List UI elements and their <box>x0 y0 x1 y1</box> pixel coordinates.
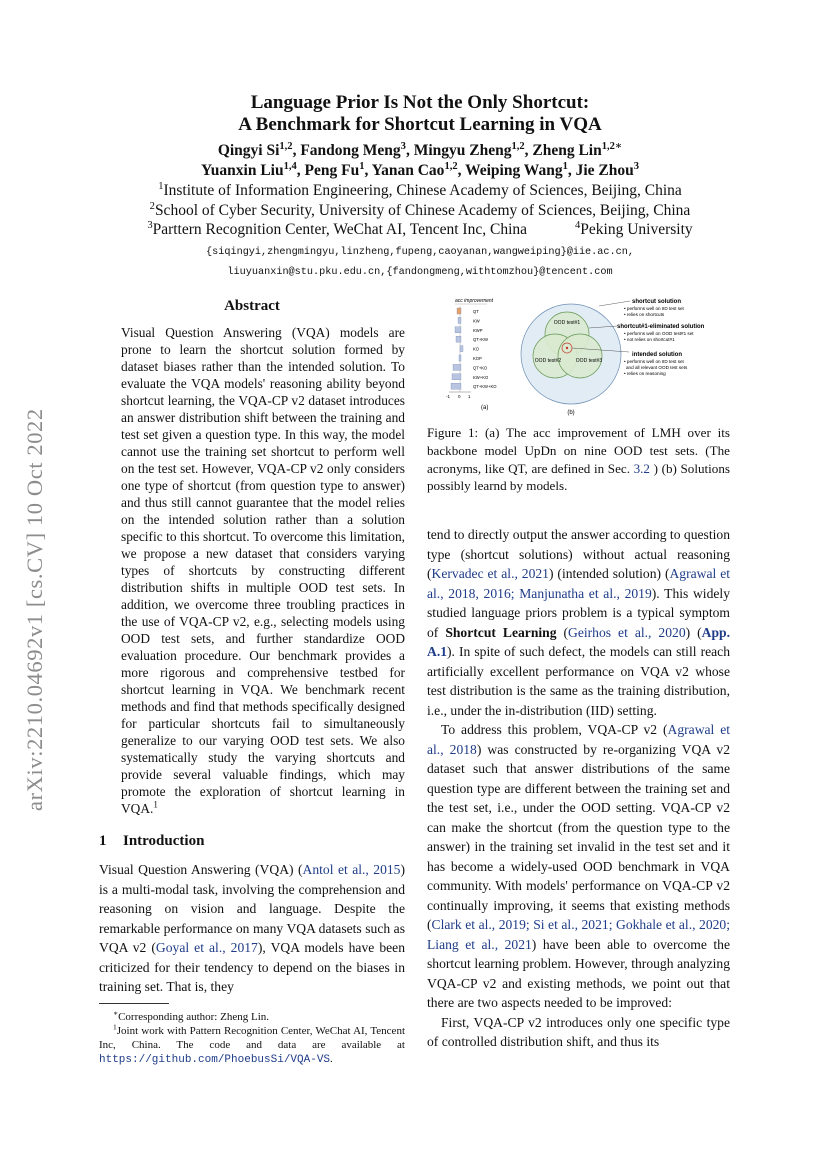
code-url-link[interactable]: https://github.com/PhoebusSi/VQA-VS <box>99 1053 331 1066</box>
title-line-2: A Benchmark for Shortcut Learning in VQA <box>238 114 602 135</box>
bar-8 <box>451 383 461 389</box>
affiliation-1: $^1$Institute of Information Engineering, Chinese Academy of Sciences, Beijing, China <box>158 180 682 199</box>
axis-tick-1: 1 <box>468 394 471 399</box>
figure-1-caption: Figure 1: (a) The acc improvement of LMH over its backbone model UpDn on nine OOD test sets. (The acronyms, like QT, are defined in Sec. 3.2 ) (b) Solutions possibly learnd by models. <box>427 425 730 494</box>
author-emails <box>90 243 750 283</box>
bar-1 <box>458 317 461 323</box>
panel-b-label: (b) <box>567 410 575 416</box>
paper-header <box>90 92 750 283</box>
email-line-1: {siqingyi,zhengmingyu,linzheng,fupeng,caoyanan,wangweiping}@iie.ac.cn, <box>206 246 634 258</box>
right-paragraph-3: First, VQA-CP v2 introduces only one specific type of controlled distribution shift, and thus its <box>427 1014 730 1050</box>
affiliation-3-4: $^3$Parttern Recognition Center, WeChat AI, Tencent Inc, China $^4$Peking University <box>147 219 693 238</box>
legend-intended-bullet2: and all relevant OOD test sets <box>626 365 688 370</box>
bar-2 <box>455 327 461 333</box>
legend-intended-bullet3: • relies on reasoning <box>624 371 666 376</box>
bar-4 <box>460 346 463 352</box>
citation-geirhos[interactable]: Geirhos et al., 2020 <box>568 624 686 640</box>
right-paragraph-1: tend to directly output the answer according to question type (shortcut solutions) without actual reasoning (Kervadec et al., 2021) (intended solution) (Agrawal et al., 2018, 2016; Manjunatha et al., 2019). This widely studied language priors problem is a typical symptom of Shortcut Learning (Geirhos et al., 2020) (App. A.1). In spite of such defect, the models can still reach artificially excellent performance on VQA v2 whose test distribution is the same as the training distribution, i.e., under the in-distribution (IID) setting. <box>427 527 731 718</box>
legend-eliminated-bullet2: • not relies on shortcut#1 <box>624 337 675 342</box>
figure-1 <box>427 296 730 418</box>
author-list <box>90 141 750 181</box>
citation-antol[interactable]: Antol et al., 2015 <box>302 862 401 877</box>
shortcut-learning-term: Shortcut Learning <box>445 624 557 640</box>
venn-diagram <box>521 301 630 416</box>
circle2-label: OOD test#2 <box>534 358 562 364</box>
legend-eliminated-title: shortcut#1-eliminated solution <box>617 324 705 330</box>
axis-tick-neg1: -1 <box>446 394 451 399</box>
bar-7 <box>452 374 461 380</box>
paper-title <box>90 92 750 136</box>
footnote-corresponding: ∗Corresponding author: Zheng Lin. <box>113 1007 269 1023</box>
arxiv-identifier: arXiv:2210.04692v1 [cs.CV] 10 Oct 2022 <box>22 408 47 812</box>
footnote-rule <box>99 1003 169 1004</box>
bar-0 <box>457 308 461 314</box>
abstract-text: Visual Question Answering (VQA) models are prone to learn the shortcut solution formed by dataset biases rather than the intended solution. To evaluate the VQA models' reasoning ability beyond shortcut learning, the VQA-CP v2 dataset introduces an answer distribution shift between the training and test set given a question type. In this way, the model cannot use the training set shortcut to perform well on the test set. However, VQA-CP v2 only considers one type of shortcut (from question type to answer) and thus still cannot guarantee that the model relies on the intended solution rather than a solution specific to this shortcut. To overcome this limitation, we propose a new dataset that considers varying types of shortcuts by constructing different distribution shifts in multiple OOD test sets. In addition, we overcome three troubling practices in the use of VQA-CP v2, e.g., selecting models using OOD test sets, and further standardize OOD evaluation procedure. Our benchmark provides a more rigorous and comprehensive testbed for shortcut learning in VQA. We benchmark recent methods and find that methods specifically designed for particular shortcuts fail to simultaneously generalize to our varying OOD test sets. We also systematically study the varying shortcuts and provide several valuable findings, which may promote the exploration of shortcut learning in VQA.$^1$ <box>121 325 405 816</box>
circle1-label: OOD test#1 <box>553 320 581 326</box>
bar-label-0: QT <box>473 309 479 314</box>
title-line-1: Language Prior Is Not the Only Shortcut: <box>250 92 590 113</box>
footnote-1: $^1$Joint work with Pattern Recognition Center, WeChat AI, Tencent Inc, China. The code and data are available at https://github.com/PhoebusSi/VQA-VS. <box>99 1021 405 1066</box>
section-heading-introduction: 1 Introduction <box>99 833 205 849</box>
legend-shortcut-bullet1: • performs well on IID test set <box>624 306 684 311</box>
legend-shortcut-bullet2: • relies on shortcuts <box>624 312 665 317</box>
bar-label-2: KWP <box>473 327 483 333</box>
legend-eliminated-bullet1: • performs well on OOD test#1 set <box>624 331 694 336</box>
bar-3 <box>456 336 461 342</box>
bar-label-8: QT+KW+KO <box>473 384 497 390</box>
authors-line-1: Qingyi Si$^{1,2}$, Fandong Meng$^3$, Mingyu Zheng$^{1,2}$, Zheng Lin$^{1,2∗}$ <box>217 140 623 159</box>
citation-kervadec[interactable]: Kervadec et al., 2021 <box>431 566 549 582</box>
bar-label-3: QT+KW <box>473 337 489 343</box>
authors-line-2: Yuanxin Liu$^{1,4}$, Peng Fu$^1$, Yanan Cao$^{1,2}$, Weiping Wang$^1$, Jie Zhou$^3$ <box>201 160 639 179</box>
right-column <box>427 296 730 1052</box>
right-paragraph-2: To address this problem, VQA-CP v2 (Agrawal et al., 2018) was constructed by re-organizing VQA v2 dataset such that answer distributions of the same question type are different between the training set and the test set, i.e., under the OOD setting. VQA-CP v2 can make the shortcut (from the question type to the answer) in the training set invalid in the test set and it has become a widely-used OOD benchmark in VQA community. With models' performance on VQA-CP v2 continually improving, it seems that existing methods (Clark et al., 2019; Si et al., 2021; Gokhale et al., 2020; Liang et al., 2021) have been able to overcome the shortcut learning problem. However, through analyzing VQA-CP v2 and existing methods, we point out that there are two aspects needed to be improved: <box>427 722 731 1011</box>
appendix-ref-a1[interactable]: App. A.1 <box>427 624 731 660</box>
figure-1-graphic <box>427 296 730 418</box>
bar-label-7: KW+KO <box>473 374 489 380</box>
circle3-label: OOD test#3 <box>575 358 603 364</box>
ood-test3-circle <box>558 334 602 378</box>
panel-a-label: (a) <box>481 405 489 411</box>
legend-intended-title: intended solution <box>632 352 682 358</box>
bar-label-4: KO <box>473 346 480 352</box>
bar-label-1: KW <box>473 318 480 324</box>
citation-agrawal-2018[interactable]: Agrawal et al., 2018 <box>427 722 731 757</box>
affiliation-2: $^2$School of Cyber Security, University of Chinese Academy of Sciences, Beijing, China <box>149 200 691 219</box>
intro-paragraph: Visual Question Answering (VQA) (Antol et al., 2015) is a multi-modal task, involving the comprehension and reasoning on vision and language. Despite the remarkable performance on many VQA datasets such as VQA v2 (Goyal et al., 2017), VQA models have been criticized for their tendency to depend on the biases in training set. That is, they <box>99 862 406 994</box>
citation-goyal[interactable]: Goyal et al., 2017 <box>155 940 258 955</box>
bar-label-5: KOP <box>473 356 482 361</box>
acc-improvement-label: acc improvement <box>455 298 494 304</box>
citation-clark-si-gokhale-liang[interactable]: Clark et al., 2019; Si et al., 2021; Gokhale et al., 2020; Liang et al., 2021 <box>427 917 730 952</box>
axis-tick-0: 0 <box>458 394 461 399</box>
legend-intended-bullet1: • performs well on IID test set <box>624 359 684 364</box>
email-line-2: liuyuanxin@stu.pku.edu.cn,{fandongmeng,withtomzhou}@tencent.com <box>227 266 613 278</box>
bar-6 <box>453 364 461 370</box>
bar-label-6: QT+KO <box>473 365 488 371</box>
left-column <box>99 296 405 1067</box>
legend-shortcut-title: shortcut solution <box>632 299 681 305</box>
citation-agrawal-manjunatha[interactable]: Agrawal et al., 2018, 2016; Manjunatha et al., 2019 <box>427 566 731 601</box>
figure-legend <box>617 299 705 376</box>
section-ref-3-2[interactable]: 3.2 <box>633 460 650 476</box>
abstract-heading: Abstract <box>224 298 280 314</box>
bar-5 <box>459 355 461 361</box>
